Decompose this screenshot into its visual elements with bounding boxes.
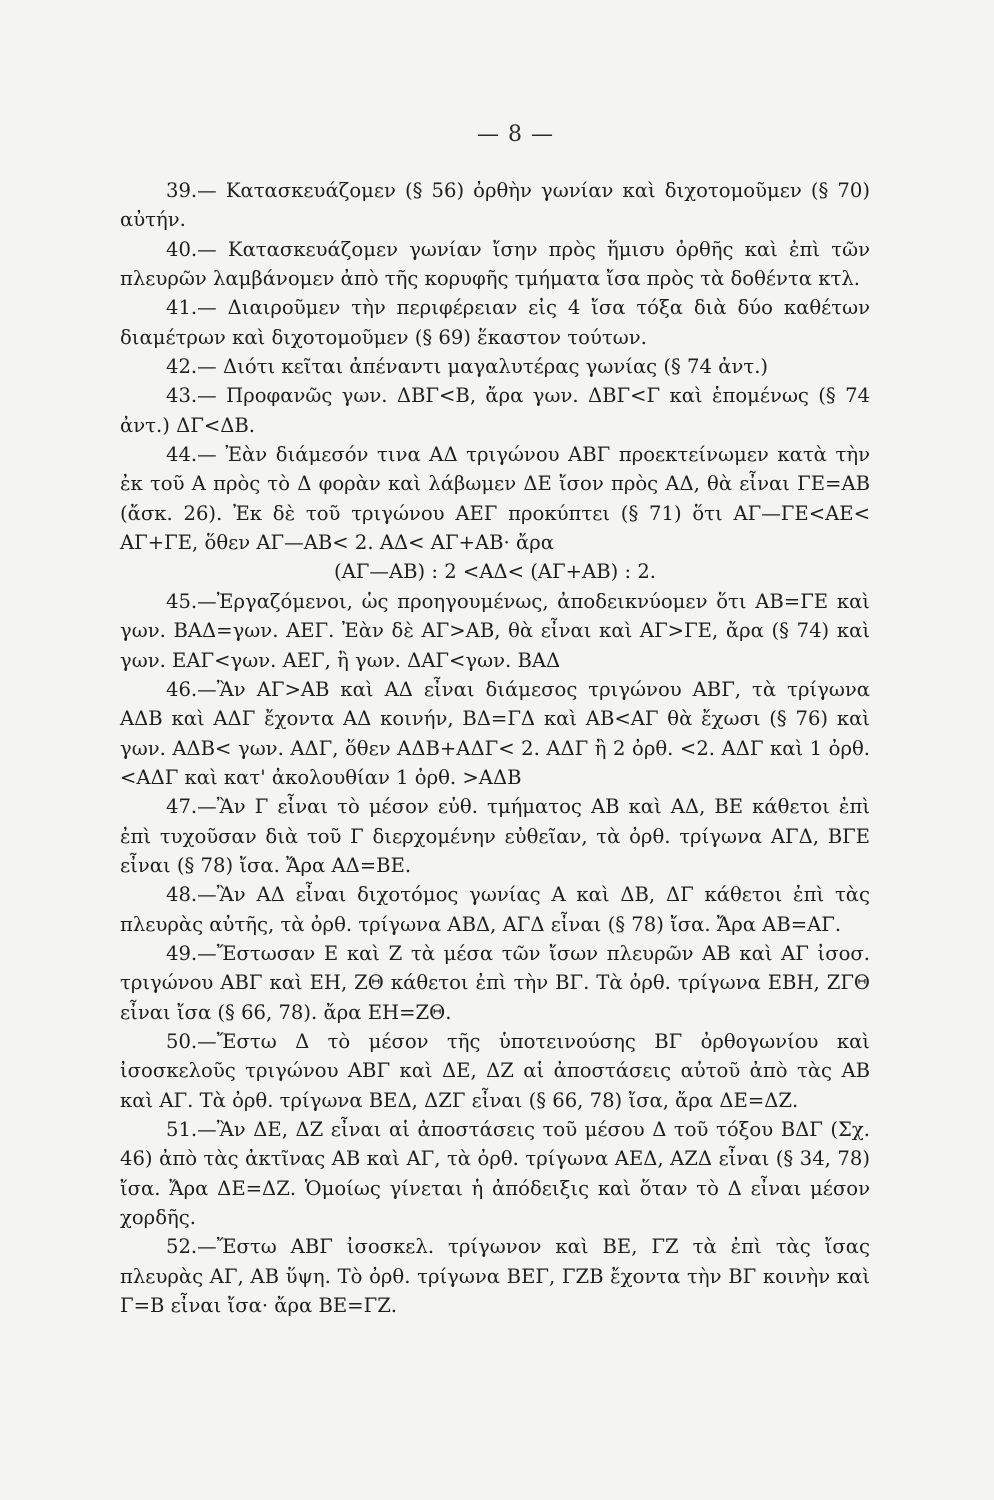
page-number: — 8 — [477, 122, 554, 147]
paragraph-44: 44.— Ἐὰν διάμεσόν τινα ΑΔ τριγώνου ΑΒΓ προεκτείνωμεν κατὰ τὴν ἐκ τοῦ Α πρὸς τὸ Δ φορὰν καὶ λάβωμεν ΔΕ ἴσον πρὸς ΑΔ, θὰ εἶναι ΓΕ=ΑΒ (ἄσκ. 26). Ἐκ δὲ τοῦ τριγώνου ΑΕΓ προκύπτει (§ 71) ὅτι ΑΓ—ΓΕ<ΑΕ< ΑΓ+ΓΕ, ὅθεν ΑΓ—ΑΒ< 2. ΑΔ< ΑΓ+ΑΒ· ἄρα [120, 443, 870, 555]
paragraph-49: 49.—Ἔστωσαν Ε καὶ Ζ τὰ μέσα τῶν ἴσων πλευρῶν ΑΒ καὶ ΑΓ ἰσοσ. τριγώνου ΑΒΓ καὶ ΕΗ, ΖΘ κάθετοι ἐπὶ τὴν ΒΓ. Τὰ ὀρθ. τρίγωνα ΕΒΗ, ΖΓΘ εἶναι ἴσα (§ 66, 78). ἄρα ΕΗ=ΖΘ. [120, 941, 870, 1024]
paragraph-42: 42.— Διότι κεῖται ἀπέναντι μαγαλυτέρας γωνίας (§ 74 ἀντ.) [166, 355, 769, 379]
paragraph-43: 43.— Προφανῶς γων. ΔΒΓ<Β, ἄρα γων. ΔΒΓ<Γ καὶ ἑπομένως (§ 74 ἀντ.) ΔΓ<ΔΒ. [120, 384, 870, 437]
paragraph-52: 52.—Ἔστω ΑΒΓ ἰσοσκελ. τρίγωνον καὶ ΒΕ, ΓΖ τὰ ἐπὶ τὰς ἴσας πλευρὰς ΑΓ, ΑΒ ὕψη. Τὸ ὀρθ. τρίγωνα ΒΕΓ, ΓΖΒ ἔχοντα τὴν ΒΓ κοινὴν καὶ Γ=Β εἶναι ἴσα· ἄρα ΒΕ=ΓΖ. [120, 1235, 870, 1318]
paragraph-50: 50.—Ἔστω Δ τὸ μέσον τῆς ὑποτεινούσης ΒΓ ὀρθογωνίου καὶ ἰσοσκελοῦς τριγώνου ΑΒΓ καὶ ΔΕ, ΔΖ αἱ ἀποστάσεις αὐτοῦ ἀπὸ τὰς ΑΒ καὶ ΑΓ. Τὰ ὀρθ. τρίγωνα ΒΕΔ, ΔΖΓ εἶναι (§ 66, 78) ἴσα, ἄρα ΔΕ=ΔΖ. [120, 1029, 870, 1112]
paragraph-48: 48.—Ἂν ΑΔ εἶναι διχοτόμος γωνίας Α καὶ ΔΒ, ΔΓ κάθετοι ἐπὶ τὰς πλευρὰς αὐτῆς, τὰ ὀρθ. τρίγωνα ΑΒΔ, ΑΓΔ εἶναι (§ 78) ἴσα. Ἄρα ΑΒ=ΑΓ. [120, 883, 870, 936]
exercise-solutions [120, 176, 870, 1320]
paragraph-40: 40.— Κατασκευάζομεν γωνίαν ἴσην πρὸς ἥμισυ ὀρθῆς καὶ ἐπὶ τῶν πλευρῶν λαμβάνομεν ἀπὸ τῆς κορυφῆς τμήματα ἴσα πρὸς τὰ δοθέντα κτλ. [120, 237, 870, 291]
paragraph-45: 45.—Ἐργαζόμενοι, ὡς προηγουμένως, ἀποδεικνύομεν ὅτι ΑΒ=ΓΕ καὶ γων. ΒΑΔ=γων. ΑΕΓ. Ἐὰν δὲ ΑΓ>ΑΒ, θὰ εἶναι καὶ ΑΓ>ΓΕ, ἄρα (§ 74) καὶ γων. ΕΑΓ<γων. ΑΕΓ, ἢ γων. ΔΑΓ<γων. ΒΑΔ [120, 589, 870, 672]
paragraph-47: 47.—Ἂν Γ εἶναι τὸ μέσον εὐθ. τμήματος ΑΒ καὶ ΑΔ, ΒΕ κάθετοι ἐπὶ ἐπὶ τυχοῦσαν διὰ τοῦ Γ διερχομένην εὐθεῖαν, τὰ ὀρθ. τρίγωνα ΑΓΔ, ΒΓΕ εἶναι (§ 78) ἴσα. Ἄρα ΑΔ=ΒΕ. [120, 795, 870, 877]
paragraph-51: 51.—Ἂν ΔΕ, ΔΖ εἶναι αἱ ἀποστάσεις τοῦ μέσου Δ τοῦ τόξου ΒΔΓ (Σχ. 46) ἀπὸ τὰς ἀκτῖνας ΑΒ καὶ ΑΓ, τὰ ὀρθ. τρίγωνα ΑΕΔ, ΑΖΔ εἶναι (§ 34, 78) ἴσα. Ἄρα ΔΕ=ΔΖ. Ὁμοίως γίνεται ἡ ἀπόδειξις καὶ ὅταν τὸ Δ εἶναι μέσον χορδῆς. [120, 1118, 870, 1230]
paragraph-39: 39.— Κατασκευάζομεν (§ 56) ὀρθὴν γωνίαν καὶ διχοτομοῦμεν (§ 70) αὐτήν. [120, 179, 870, 232]
paragraph-44-formula: (ΑΓ—ΑΒ) : 2 <ΑΔ< (ΑΓ+ΑΒ) : 2. [333, 560, 657, 584]
paragraph-46: 46.—Ἂν ΑΓ>ΑΒ καὶ ΑΔ εἶναι διάμεσος τριγώνου ΑΒΓ, τὰ τρίγωνα ΑΔΒ καὶ ΑΔΓ ἔχοντα ΑΔ κοινήν, ΒΔ=ΓΔ καὶ ΑΒ<ΑΓ θὰ ἔχωσι (§ 76) καὶ γων. ΑΔΒ< γων. ΑΔΓ, ὅθεν ΑΔΒ+ΑΔΓ< 2. ΑΔΓ ἢ 2 ὀρθ. <2. ΑΔΓ καὶ 1 ὀρθ. <ΑΔΓ καὶ κατ' ἀκολουθίαν 1 ὀρθ. >ΑΔΒ [120, 677, 870, 789]
paragraph-41: 41.— Διαιροῦμεν τὴν περιφέρειαν εἰς 4 ἴσα τόξα διὰ δύο καθέτων διαμέτρων καὶ διχοτομοῦμεν (§ 69) ἕκαστον τούτων. [120, 296, 870, 349]
